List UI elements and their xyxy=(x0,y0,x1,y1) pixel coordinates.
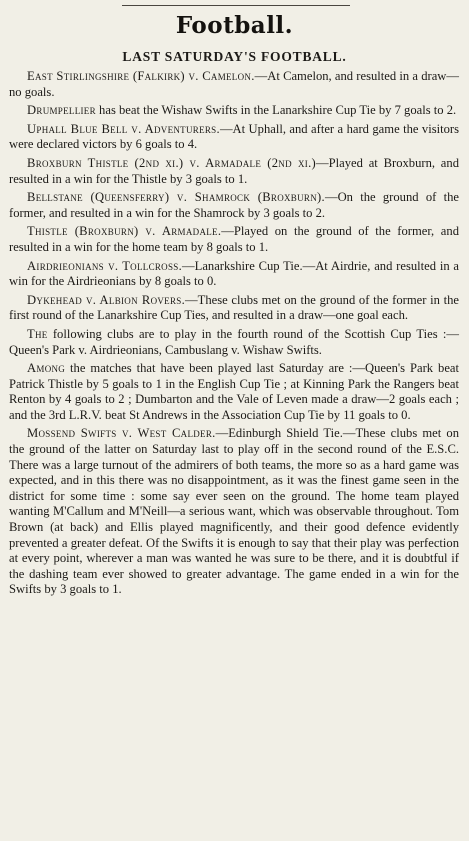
paragraph-text: —Played at Broxburn, and resulted in a win for the Thistle by 3 goals to 1. xyxy=(9,155,459,186)
paragraph-text: —Lanarkshire Cup Tie.—At Airdrie, and resulted in a win for the Airdrieonians by 8 goals to 0. xyxy=(9,258,459,289)
match-report-paragraph xyxy=(9,103,459,119)
paragraph-text: —On the ground of the former, and resulted in a win for the Shamrock by 3 goals to 2. xyxy=(9,190,459,220)
cup-fixtures-paragraph xyxy=(9,327,459,358)
match-report-paragraph xyxy=(9,190,459,221)
results-summary-paragraph xyxy=(9,361,459,423)
paragraph-text: —At Uphall, and after a hard game the visitors were declared victors by 6 goals to 4. xyxy=(9,121,459,152)
paragraph-text: has beat the Wishaw Swifts in the Lanarkshire Cup Tie by 7 goals to 2. xyxy=(95,103,457,118)
match-report-paragraph xyxy=(9,259,459,290)
paragraph-lead: Dykehead v. Albion Rovers. xyxy=(27,292,186,307)
paragraph-text: —Played on the ground of the former, and resulted in a win for the home team by 8 goals to 1. xyxy=(9,224,459,254)
match-report-paragraph xyxy=(9,69,459,100)
paragraph-lead: The xyxy=(27,326,48,341)
paragraph-lead: Airdrieonians v. Tollcross. xyxy=(27,258,183,273)
match-report-paragraph xyxy=(9,293,459,324)
match-report-paragraph xyxy=(9,156,459,187)
paragraph-lead: Uphall Blue Bell v. Adventurers. xyxy=(27,121,220,136)
match-report-paragraph xyxy=(9,426,459,598)
paragraph-lead: Drumpellier xyxy=(27,103,96,118)
paragraph-text: the matches that have been played last Saturday are :—Queen's Park beat Patrick Thistle by 5 goals to 1 in the English Cup Tie ; at Kinning Park the Rangers beat Renton by 4 goals to 2 ; Dumbarton and the Vale of Leven made a draw—2 goals each ; and the 3rd L.R.V. beat St Andrews in the Association Cup Tie by 11 goals to 0. xyxy=(9,361,459,422)
paragraph-text: —At Camelon, and resulted in a draw—no goals. xyxy=(9,69,459,99)
paragraph-lead: Mossend Swifts v. West Calder. xyxy=(27,426,216,441)
paragraph-lead: Among xyxy=(27,361,66,376)
paragraph-text: following clubs are to play in the fourth round of the Scottish Cup Ties :—Queen's Park v. Airdrieonians, Cambuslang v. Wishaw Swifts. xyxy=(9,326,459,357)
article-body xyxy=(9,69,459,601)
paragraph-lead: Thistle (Broxburn) v. Armadale. xyxy=(27,224,222,239)
paragraph-lead: Bellstane (Queensferry) v. Shamrock (Broxburn). xyxy=(27,190,325,205)
match-report-paragraph xyxy=(9,224,459,255)
paragraph-text: —Edinburgh Shield Tie.—These clubs met on the ground of the latter on Saturday last to play off in the second round of the E.S.C. There was a large turnout of the admirers of both teams, the more so as a hard game was expected, and in this there was no disappointment, as it was the finest game seen in the district for some time : some say ever seen on the ground. The home team played wanting M'Callum and M'Neill—a serious want, which was observable throughout. Tom Brown (at back) and Ellis played magnificently, and their good defence evidently prevented a greater defeat. Of the Swifts it is enough to say that their play was perfection at every point, wherever a man was wanted he was sure to be there, and it is doubtful if the dashing team ever showed to greater advantage. The game ended in a win for the Swifts by 3 goals to 1. xyxy=(9,426,459,597)
paragraph-lead: Broxburn Thistle (2nd xi.) v. Armadale (2nd xi.) xyxy=(27,155,317,170)
section-masthead: Football. xyxy=(175,12,294,39)
paragraph-text: —These clubs met on the ground of the former in the first round of the Lanarkshire Cup Ties, and resulted in a draw—one goal each. xyxy=(9,292,459,323)
section-subhead: LAST SATURDAY'S FOOTBALL. xyxy=(122,49,347,64)
paragraph-lead: East Stirlingshire (Falkirk) v. Camelon. xyxy=(27,69,255,83)
match-report-paragraph xyxy=(9,122,459,153)
column-top-rule xyxy=(122,5,350,6)
